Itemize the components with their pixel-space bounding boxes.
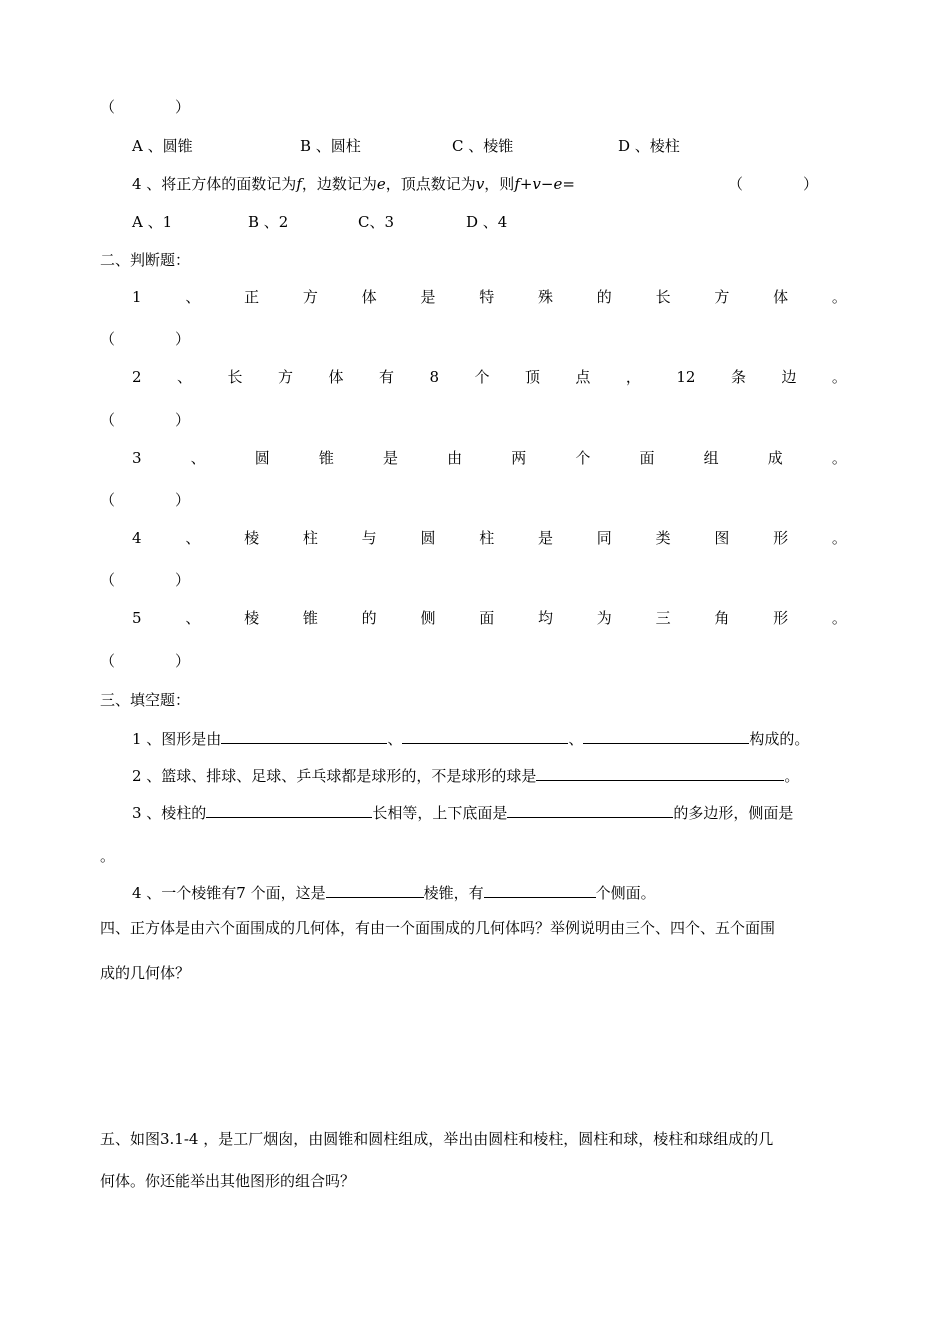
- statement-char: 与: [361, 529, 377, 547]
- statement-char: 是: [383, 449, 399, 467]
- q4-option-a: A 、1: [132, 213, 173, 231]
- statement-char: 长: [655, 288, 671, 306]
- answer-blank[interactable]: [221, 727, 387, 744]
- statement-char: 。: [831, 288, 847, 306]
- q3-option-b: B 、圆柱: [300, 137, 361, 155]
- statement-char: 边: [781, 368, 797, 386]
- answer-blank[interactable]: [484, 881, 596, 898]
- statement-char: 面: [639, 449, 655, 467]
- statement-char: 、: [190, 449, 206, 467]
- answer-blank[interactable]: [507, 801, 673, 818]
- answer-blank[interactable]: [206, 801, 372, 818]
- statement-char: 特: [479, 288, 495, 306]
- statement-char: 均: [538, 609, 554, 627]
- statement-char: 的: [596, 288, 612, 306]
- statement-char: 2: [132, 368, 142, 386]
- statement-char: 柱: [479, 529, 495, 547]
- statement-char: 类: [655, 529, 671, 547]
- statement-char: 5: [132, 609, 142, 627]
- judgement-answer-paren-2: （ ）: [100, 411, 191, 429]
- section-2-title: 二、判断题：: [100, 251, 191, 269]
- statement-char: 是: [420, 288, 436, 306]
- fill-question-4: 4 、一个棱锥有7 个面，这是 棱锥，有 个侧面。: [132, 881, 656, 903]
- statement-char: 侧: [420, 609, 436, 627]
- fill-question-1: 1 、图形是由 、 、 构成的。: [132, 727, 809, 749]
- statement-char: 个: [575, 449, 591, 467]
- question-4-answer-paren: （ ）: [728, 175, 819, 193]
- judgement-answer-paren-5: （ ）: [100, 652, 191, 670]
- section-5-line-1: 五、如图3.1-4 ，是工厂烟囱，由圆锥和圆柱组成，举出由圆柱和棱柱，圆柱和球，棱柱和球组成的几: [100, 1130, 774, 1148]
- statement-char: 图: [714, 529, 730, 547]
- statement-char: 3: [132, 449, 142, 467]
- statement-char: 长: [227, 368, 243, 386]
- statement-char: 成: [767, 449, 783, 467]
- judgement-statement-4: [132, 528, 847, 548]
- statement-char: 圆: [254, 449, 270, 467]
- judgement-statement-3: [132, 448, 847, 468]
- statement-char: 个: [474, 368, 490, 386]
- statement-char: 方: [302, 288, 318, 306]
- section-3-title: 三、填空题：: [100, 691, 191, 709]
- fill-question-2: 2 、篮球、排球、足球、乒乓球都是球形的，不是球形的球是 。: [132, 764, 799, 786]
- statement-char: 殊: [538, 288, 554, 306]
- statement-char: 圆: [420, 529, 436, 547]
- statement-char: 8: [429, 368, 439, 386]
- judgement-statement-2: [132, 367, 847, 387]
- judgement-answer-paren-3: （ ）: [100, 491, 191, 509]
- statement-char: 棱: [244, 529, 260, 547]
- fill-question-3: 3 、棱柱的 长相等，上下底面是 的多边形，侧面是: [132, 801, 793, 823]
- question-4: 4 、将正方体的面数记为f，边数记为e，顶点数记为v，则f+v−e=: [132, 175, 575, 193]
- judgement-statement-5: [132, 608, 847, 628]
- judgement-answer-paren-1: （ ）: [100, 330, 191, 348]
- statement-char: 。: [831, 529, 847, 547]
- judgement-statement-1: [132, 287, 847, 307]
- statement-char: 4: [132, 529, 142, 547]
- statement-char: 方: [277, 368, 293, 386]
- statement-char: 锥: [318, 449, 334, 467]
- section-4-line-2: 成的几何体？: [100, 964, 191, 982]
- statement-char: 12: [676, 368, 696, 386]
- statement-char: 、: [185, 529, 201, 547]
- answer-blank[interactable]: [536, 764, 784, 781]
- statement-char: 、: [185, 609, 201, 627]
- statement-char: 体: [773, 288, 789, 306]
- question-3-answer-paren: （ ）: [100, 98, 191, 116]
- statement-char: 同: [596, 529, 612, 547]
- q4-option-d: D 、4: [466, 213, 508, 231]
- statement-char: 体: [328, 368, 344, 386]
- statement-char: 的: [361, 609, 377, 627]
- statement-char: 两: [511, 449, 527, 467]
- statement-char: 棱: [244, 609, 260, 627]
- statement-char: 正: [244, 288, 260, 306]
- statement-char: 形: [773, 609, 789, 627]
- statement-char: 顶: [524, 368, 540, 386]
- section-5-line-2: 何体。你还能举出其他图形的组合吗？: [100, 1172, 356, 1190]
- q4-option-c: C、3: [358, 213, 395, 231]
- statement-char: 是: [538, 529, 554, 547]
- statement-char: 体: [361, 288, 377, 306]
- answer-blank[interactable]: [326, 881, 424, 898]
- statement-char: 角: [714, 609, 730, 627]
- q3-option-a: A 、圆锥: [132, 137, 193, 155]
- statement-char: 由: [447, 449, 463, 467]
- statement-char: 。: [831, 449, 847, 467]
- fill-question-3-end: 。: [100, 847, 116, 865]
- statement-char: 条: [730, 368, 746, 386]
- statement-char: 点: [575, 368, 591, 386]
- statement-char: 面: [479, 609, 495, 627]
- statement-char: 锥: [302, 609, 318, 627]
- q3-option-d: D 、棱柱: [618, 137, 680, 155]
- statement-char: 三: [655, 609, 671, 627]
- statement-char: 。: [831, 368, 847, 386]
- statement-char: 有: [378, 368, 394, 386]
- answer-blank[interactable]: [583, 727, 749, 744]
- statement-char: 1: [132, 288, 142, 306]
- statement-char: 方: [714, 288, 730, 306]
- statement-char: 。: [831, 609, 847, 627]
- statement-char: 形: [773, 529, 789, 547]
- statement-char: 、: [177, 368, 193, 386]
- statement-char: 、: [185, 288, 201, 306]
- q3-option-c: C 、棱锥: [452, 137, 514, 155]
- statement-char: 组: [703, 449, 719, 467]
- statement-char: 为: [596, 609, 612, 627]
- judgement-answer-paren-4: （ ）: [100, 571, 191, 589]
- statement-char: ，: [625, 368, 641, 386]
- statement-char: 柱: [302, 529, 318, 547]
- q4-option-b: B 、2: [248, 213, 289, 231]
- section-4-line-1: 四、正方体是由六个面围成的几何体，有由一个面围成的几何体吗？举例说明由三个、四个、五个面围: [100, 919, 776, 937]
- answer-blank[interactable]: [402, 727, 568, 744]
